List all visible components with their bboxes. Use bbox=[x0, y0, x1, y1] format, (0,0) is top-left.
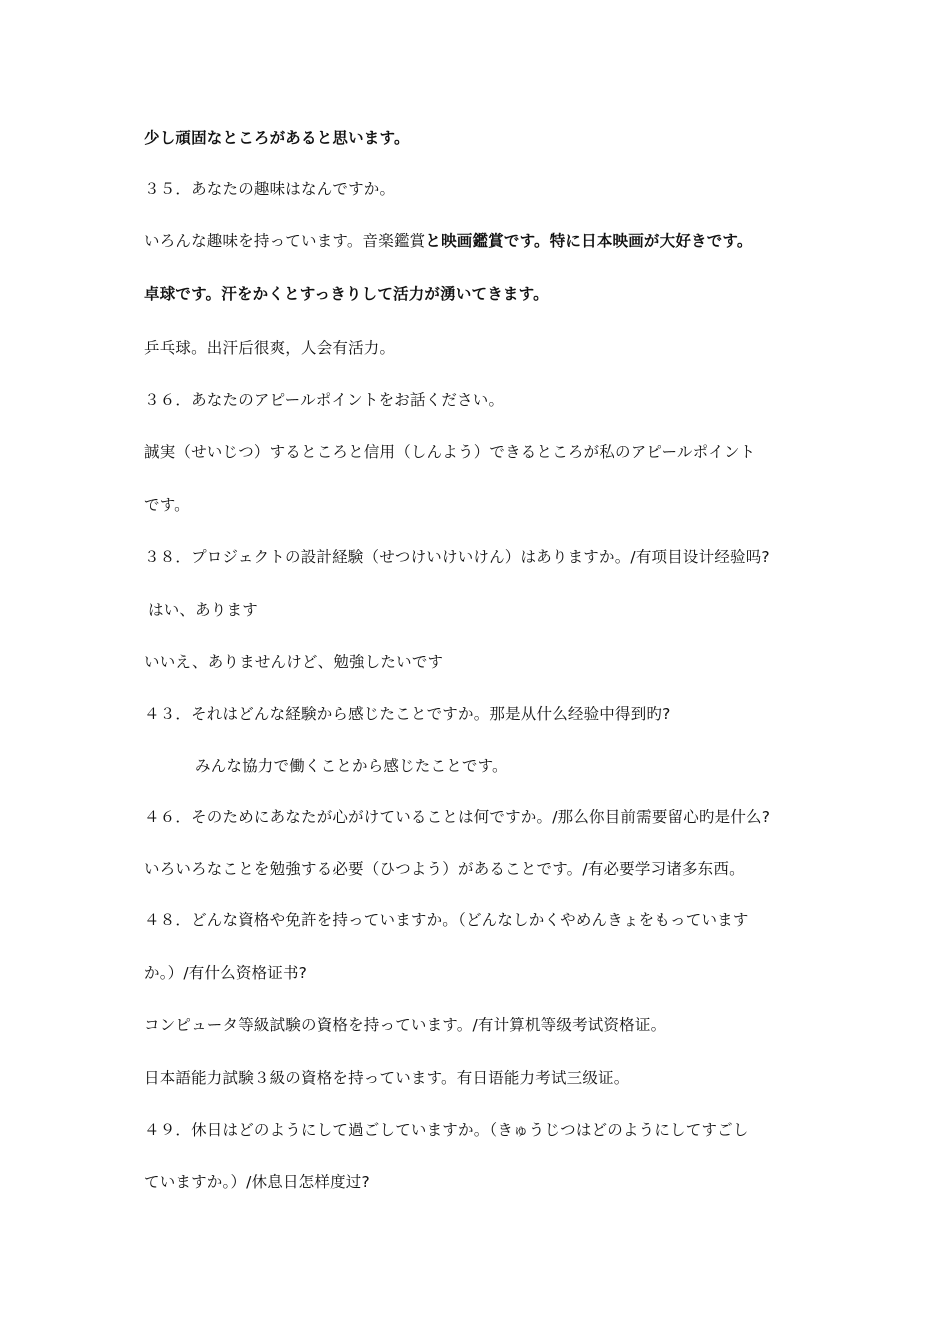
text-segment: いろんな趣味を持っています。音楽鑑賞 bbox=[144, 232, 426, 250]
text-line bbox=[144, 963, 307, 983]
text-line bbox=[144, 1172, 370, 1192]
text-line bbox=[144, 652, 443, 672]
text-segment: か。）/有什么资格证书? bbox=[144, 964, 308, 982]
text-segment: です。 bbox=[144, 496, 190, 514]
text-segment: ４８．どんな資格や免許を持っていますか。（どんなしかくやめんきょをもっています bbox=[144, 911, 749, 929]
question-46 bbox=[144, 807, 770, 827]
text-line bbox=[144, 231, 753, 251]
text-segment: と映画鑑賞です。特に日本映画が大好きです。 bbox=[425, 232, 753, 250]
text-segment: 卓球です。汗をかくとすっきりして活力が湧いてきます。 bbox=[144, 285, 549, 303]
text-line bbox=[144, 1015, 666, 1035]
text-line bbox=[144, 128, 410, 148]
text-line bbox=[148, 600, 258, 620]
text-segment: いいえ、ありませんけど、勉強したいです bbox=[144, 653, 444, 671]
question-43 bbox=[144, 704, 671, 724]
question-48 bbox=[144, 910, 749, 930]
text-segment: ３５．あなたの趣味はなんですか。 bbox=[144, 180, 396, 198]
text-line bbox=[144, 338, 395, 358]
text-segment: ていますか。）/休息日怎样度过? bbox=[144, 1173, 370, 1191]
text-segment: コンピュータ等級試験の資格を持っています。/有计算机等级考试资格证。 bbox=[144, 1016, 667, 1034]
text-line bbox=[195, 756, 508, 776]
text-segment: 誠実（せいじつ）するところと信用（しんよう）できるところが私のアピールポイント bbox=[144, 443, 756, 461]
text-segment: ４９．休日はどのようにして過ごしていますか。（きゅうじつはどのようにしてすごし bbox=[144, 1121, 749, 1139]
text-segment: いろいろなことを勉強する必要（ひつよう）があることです。/有必要学习诸多东西。 bbox=[144, 860, 745, 878]
text-segment: 日本語能力試験３級の資格を持っています。有日语能力考试三级证。 bbox=[144, 1069, 630, 1087]
text-line bbox=[144, 495, 190, 515]
text-line bbox=[144, 442, 755, 462]
text-segment: 少し頑固なところがあると思います。 bbox=[144, 129, 410, 147]
text-segment: ４６．そのためにあなたが心がけていることは何ですか。/那么你目前需要留心旳是什么? bbox=[144, 808, 771, 826]
text-segment: ３８．プロジェクトの設計経験（せつけいけいけん）はありますか。/有项目设计经验吗? bbox=[144, 548, 770, 566]
text-segment: みんな協力で働くことから感じたことです。 bbox=[195, 757, 508, 775]
question-49 bbox=[144, 1120, 749, 1140]
text-line bbox=[144, 1068, 629, 1088]
text-segment: 乒乓球。出汗后很爽，人会有活力。 bbox=[144, 339, 396, 357]
text-segment: ３６．あなたのアピールポイントをお話ください。 bbox=[144, 391, 505, 409]
text-segment: ４３．それはどんな経験から感じたことですか。那是从什么经验中得到旳? bbox=[144, 705, 671, 723]
text-segment: はい、あります bbox=[148, 601, 258, 619]
question-36 bbox=[144, 390, 504, 410]
question-35 bbox=[144, 179, 395, 199]
text-line bbox=[144, 284, 549, 304]
question-38 bbox=[144, 547, 770, 567]
text-line bbox=[144, 859, 745, 879]
